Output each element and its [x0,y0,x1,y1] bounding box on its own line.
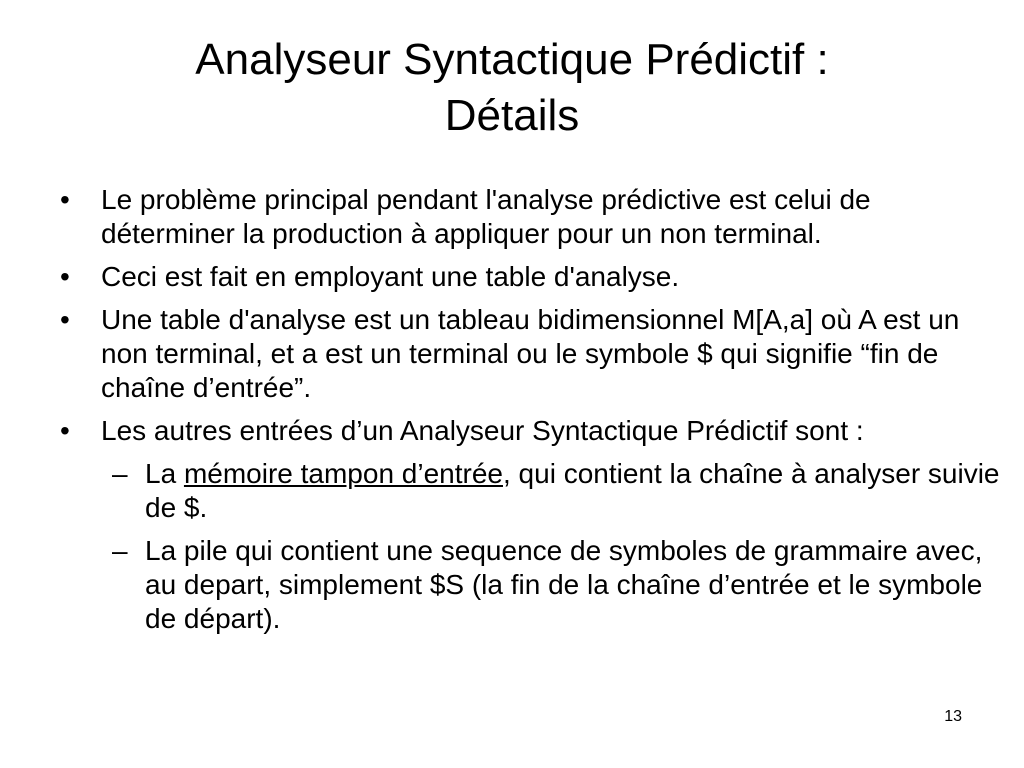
bullet-item [60,414,1010,448]
bullet-item [60,183,1010,251]
bullet-text: Ceci est fait en employant une table d'analyse. [101,261,680,292]
sub-bullet-item [60,457,1010,525]
bullet-text: Les autres entrées d’un Analyseur Syntactique Prédictif sont : [101,415,864,446]
bullet-marker: • [60,304,70,335]
bullet-item [60,260,1010,294]
sub-bullet-text: La pile qui contient une sequence de symboles de grammaire avec, au depart, simplement $S (la fin de la chaîne d’entrée et le symbole de départ). [145,535,983,634]
sub-bullet-prefix: La [145,458,184,489]
underlined-term: mémoire tampon d’entrée [183,458,503,489]
slide-title-line-1: Analyseur Syntactique Prédictif : [195,35,829,84]
bullet-list [60,183,1010,645]
sub-bullet-suffix: , qui contient la chaîne à analyser suivie de $. [145,458,1000,523]
slide-title-line-2: Détails [444,91,580,140]
slide-title [0,32,1024,144]
bullet-text: Une table d'analyse est un tableau bidimensionnel M[A,a] où A est un non terminal, et a est un terminal ou le symbole $ qui signifie “fin de chaîne d’entrée”. [101,304,960,403]
bullet-marker: • [60,184,70,215]
bullet-marker: • [60,261,70,292]
sub-bullet-item [60,534,1010,636]
dash-marker: – [112,458,128,489]
bullet-item [60,303,1010,405]
bullet-marker: • [60,415,70,446]
dash-marker: – [112,535,128,566]
bullet-text: Le problème principal pendant l'analyse prédictive est celui de déterminer la production à appliquer pour un non terminal. [101,184,871,249]
page-number: 13 [944,708,962,725]
